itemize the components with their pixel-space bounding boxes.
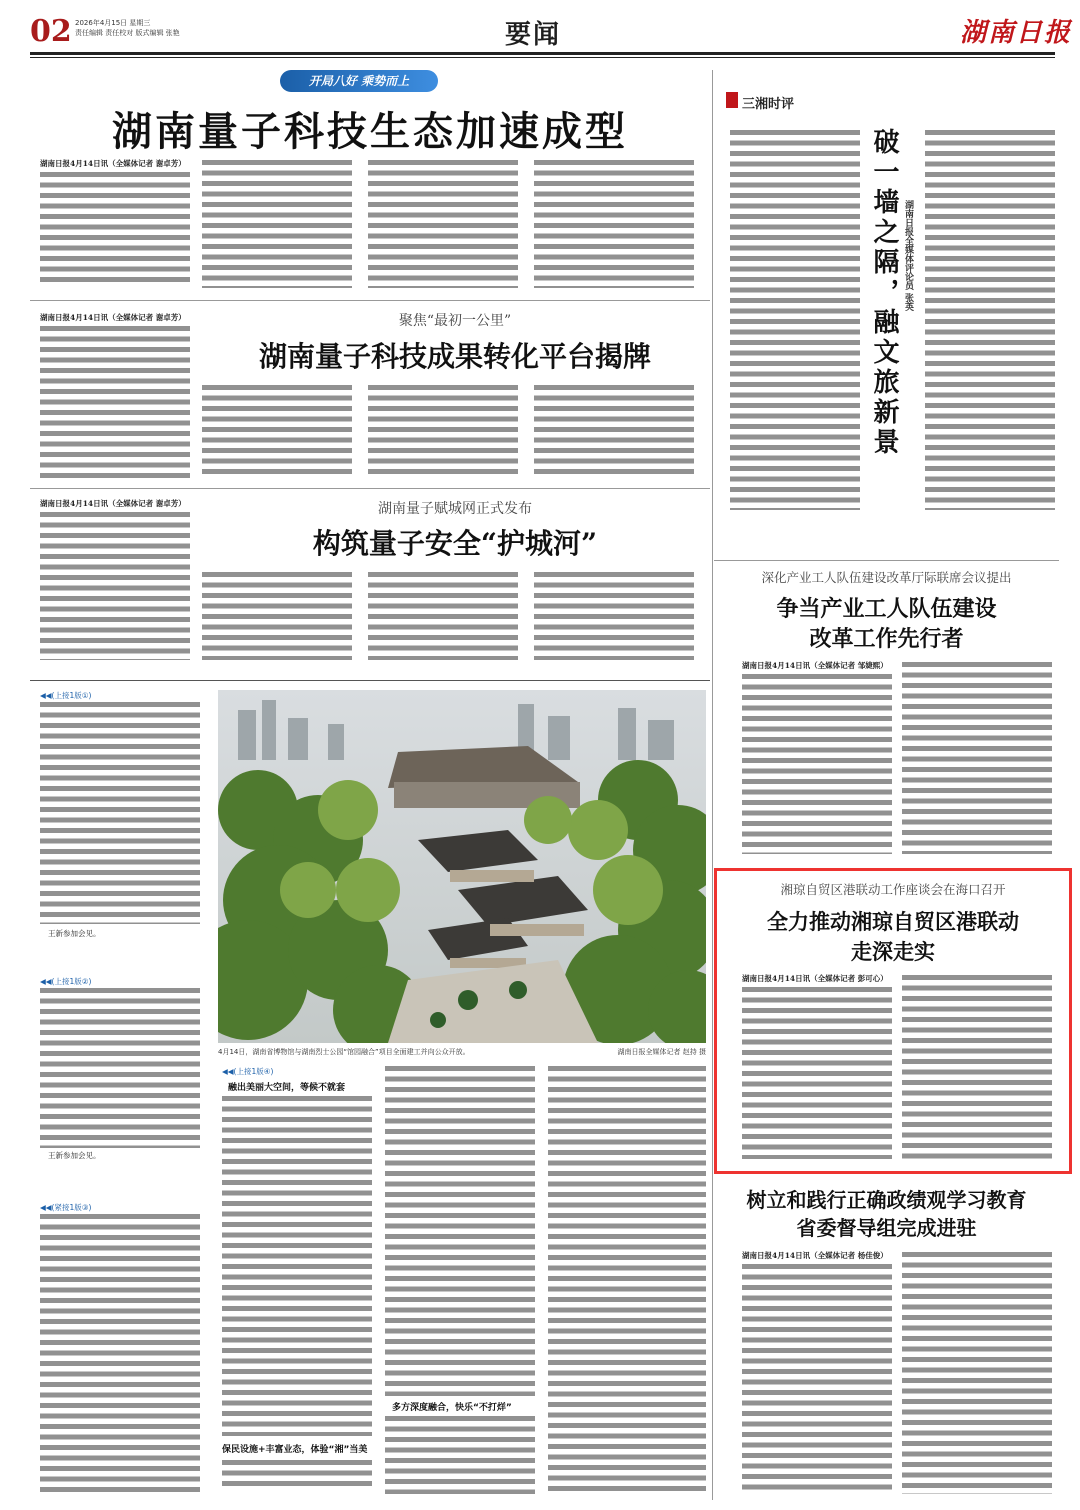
- story3-kicker: 湖南量子赋城网正式发布: [378, 501, 532, 517]
- jump-label-4: ◀◀(上接1版④): [222, 1067, 274, 1076]
- photo-credit: 湖南日报全媒体记者 赵持 摄: [617, 1048, 706, 1056]
- story4-headline-line1: 争当产业工人队伍建设: [776, 596, 997, 622]
- story2-headline: 湖南量子科技成果转化平台揭牌: [258, 340, 651, 373]
- section-title: 要闻: [505, 20, 562, 50]
- commentary-headline: 破一墙之隔，融文旅新景: [869, 128, 899, 458]
- header-rule-thin: [30, 57, 1055, 58]
- story2-dateline: 湖南日报4月14日讯（全媒体记者 谢卓芳）: [40, 313, 186, 322]
- column-divider: [712, 70, 713, 1500]
- newspaper-logo: 湖南日报: [960, 18, 1073, 48]
- section-divider: [30, 680, 710, 681]
- jump-signoff-2: 王新参加会见。: [48, 1151, 101, 1160]
- series-badge: 开局八好 乘势而上: [280, 70, 438, 92]
- story-divider: [30, 488, 710, 489]
- story2-body-col1: [40, 326, 190, 478]
- lead-dateline: 湖南日报4月14日讯（全媒体记者 谢卓芳）: [40, 159, 186, 168]
- bottom-body-col2b: [385, 1416, 535, 1494]
- story2-body-col3: [368, 385, 518, 478]
- jump-label-2: ◀◀(上接1版②): [40, 977, 92, 986]
- story5-headline-line1: 全力推动湘琼自贸区港联动: [767, 909, 1019, 934]
- bottom-body-col1: [222, 1096, 372, 1436]
- jump-label-1: ◀◀(上接1版①): [40, 691, 92, 700]
- story5-body-col2: [902, 975, 1052, 1159]
- page-number: 02: [30, 14, 72, 49]
- lead-body-col4: [534, 160, 694, 288]
- meta-editors: 责任编辑 责任校对 版式编辑 张艳: [75, 29, 180, 37]
- story4-body-col1: [742, 674, 892, 854]
- story5-kicker: 湘琼自贸区港联动工作座谈会在海口召开: [780, 882, 1006, 897]
- story3-body-col2: [202, 572, 352, 660]
- story6-headline-line2: 省委督导组完成进驻: [796, 1216, 977, 1240]
- story4-body-col2: [902, 662, 1052, 854]
- bottom-body-col3: [548, 1066, 706, 1494]
- story3-body-col4: [534, 572, 694, 660]
- bottom-body-col1b: [222, 1460, 372, 1490]
- column-mark-icon: [726, 92, 738, 108]
- commentary-byline: 湖南日报全媒体评论员 张英: [903, 200, 913, 312]
- story5-body-col1: [742, 987, 892, 1159]
- story4-headline-line2: 改革工作先行者: [809, 626, 964, 652]
- lead-body-col3: [368, 160, 518, 288]
- jump-body-1: [40, 702, 200, 924]
- commentary-body-col2: [925, 130, 1055, 510]
- jump-body-3: [40, 1214, 200, 1494]
- subhead-2: 多方深度融合，快乐“不打烊”: [392, 1403, 512, 1413]
- jump-label-3: ◀◀(紧接1版③): [40, 1203, 92, 1212]
- lead-headline: 湖南量子科技生态加速成型: [112, 108, 628, 155]
- story5-headline-line2: 走深走实: [851, 939, 935, 964]
- story6-body-col2: [902, 1252, 1052, 1494]
- story3-dateline: 湖南日报4月14日讯（全媒体记者 谢卓芳）: [40, 499, 186, 508]
- story2-body-col2: [202, 385, 352, 478]
- bottom-body-col2: [385, 1066, 535, 1396]
- meta-date: 2026年4月15日 星期三: [75, 19, 151, 27]
- story5-dateline: 湖南日报4月14日讯（全媒体记者 彭可心）: [742, 974, 888, 983]
- page-meta: [75, 18, 235, 38]
- story3-body-col1: [40, 512, 190, 660]
- story-divider: [714, 560, 1059, 561]
- museum-park-photo: [218, 690, 706, 1043]
- story4-dateline: 湖南日报4月14日讯（全媒体记者 邹婕熙）: [742, 661, 888, 670]
- commentary-body-col1: [730, 130, 860, 510]
- subhead-3: 保民设施+丰富业态，体验“湘”当美: [222, 1445, 368, 1455]
- story2-body-col4: [534, 385, 694, 478]
- jump-body-2: [40, 988, 200, 1148]
- lead-body-col2: [202, 160, 352, 288]
- commentary-column-label: 三湘时评: [742, 97, 795, 112]
- lead-body-col1: [40, 172, 190, 287]
- story3-body-col3: [368, 572, 518, 660]
- story3-headline: 构筑量子安全“护城河”: [312, 527, 598, 560]
- photo-caption: [218, 1047, 706, 1057]
- header-rule: [30, 52, 1055, 55]
- story4-kicker: 深化产业工人队伍建设改革厅际联席会议提出: [761, 570, 1012, 585]
- story6-dateline: 湖南日报4月14日讯（全媒体记者 杨佳俊）: [742, 1251, 888, 1260]
- story-divider: [30, 300, 710, 301]
- photo-caption-text: 4月14日，湖南省博物馆与湖南烈士公园“馆园融合”项目全面建工并向公众开放。: [218, 1048, 470, 1056]
- story6-headline-line1: 树立和践行正确政绩观学习教育: [746, 1188, 1027, 1212]
- jump-signoff-1: 王新参加会见。: [48, 929, 101, 938]
- story2-kicker: 聚焦“最初一公里”: [398, 313, 512, 329]
- story6-body-col1: [742, 1264, 892, 1494]
- subhead-1: 融出美丽大空间，等候不就套: [228, 1083, 346, 1093]
